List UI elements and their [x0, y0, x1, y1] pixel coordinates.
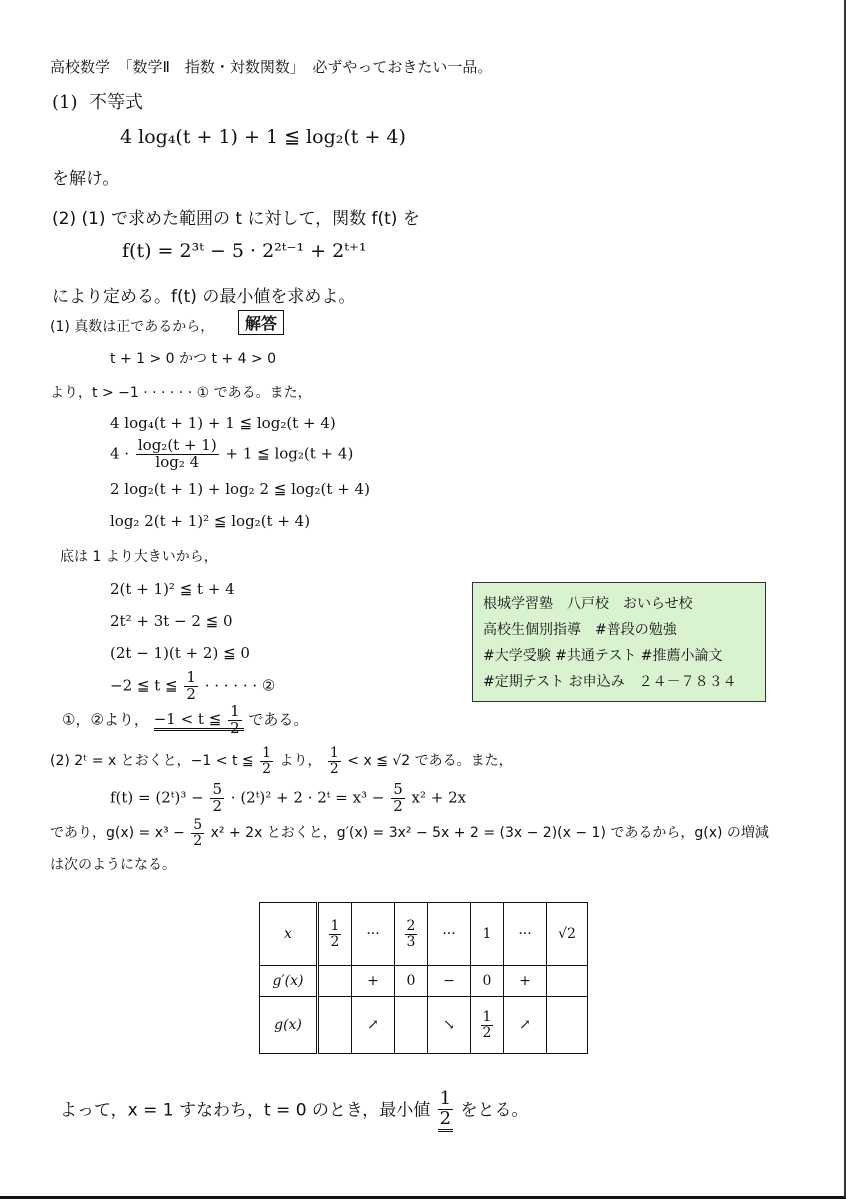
table-cell — [471, 997, 504, 1054]
table-cell: 0 — [395, 966, 428, 997]
table-row-g — [260, 997, 588, 1054]
table-cell: ↘ — [428, 997, 471, 1054]
solution-1-line3: 2 log₂(t + 1) + log₂ 2 ≦ log₂(t + 4) — [110, 480, 370, 498]
solution-1-line5: 2(t + 1)² ≦ t + 4 — [110, 580, 235, 598]
increase-decrease-table — [259, 902, 588, 1054]
table-cell — [318, 966, 352, 997]
final-answer: よって，x = 1 すなわち，t = 0 のとき，最小値 $\frac{1}{2}$ をとる。 — [60, 1090, 529, 1132]
table-cell — [318, 903, 352, 966]
table-cell: + — [352, 966, 395, 997]
table-cell: 0 — [471, 966, 504, 997]
solution-1-line4: log₂ 2(t + 1)² ≦ log₂(t + 4) — [110, 512, 311, 530]
solution-1-intro: (1) 真数は正であるから， — [50, 319, 215, 335]
solution-2-line4: は次のようになる。 — [50, 857, 176, 873]
problem-2-formula: f(t) = 2³ᵗ − 5 · 2²ᵗ⁻¹ + 2ᵗ⁺¹ — [122, 240, 367, 262]
ad-line-1: 根城学習塾 八戸校 おいらせ校 — [483, 596, 693, 612]
table-cell — [547, 966, 588, 997]
table-cell — [395, 903, 428, 966]
table-row-derivative — [260, 966, 588, 997]
ad-line-3: #大学受験 #共通テスト #推薦小論文 — [483, 648, 723, 664]
fraction: $\frac{1}{2}$ — [482, 1008, 492, 1041]
solution-1-line8: −2 ≦ t ≦ $\frac{1}{2}$ · · · · · · ② — [110, 668, 276, 703]
table-cell: g(x) — [260, 997, 318, 1054]
problem-1-end: を解け。 — [52, 169, 120, 189]
table-cell: ↗ — [352, 997, 395, 1054]
solution-1-line1: 4 log₄(t + 1) + 1 ≦ log₂(t + 4) — [110, 414, 336, 432]
table-cell: x — [260, 903, 318, 966]
table-row-x — [260, 903, 588, 966]
problem-2-end: により定める。f(t) の最小値を求めよ。 — [52, 287, 356, 307]
solution-2-line2: f(t) = (2ᵗ)³ − $\frac{5}{2}$ · (2ᵗ)² + 2 · 2ᵗ = x³ − $\frac{5}{2}$ x² + 2x — [110, 780, 467, 815]
table-cell: 1 — [471, 903, 504, 966]
problem-2-text: (2) (1) で求めた範囲の t に対して，関数 f(t) を — [52, 209, 420, 229]
problem-1-label: (1) 不等式 — [52, 92, 143, 113]
solution-2-line1: (2) 2ᵗ = x とおくと，−1 < t ≦ $\frac{1}{2}$ より， $\frac{1}{2}$ < x ≦ √2 である。また， — [50, 745, 513, 777]
table-cell — [395, 997, 428, 1054]
ad-line-2: 高校生個別指導 #普段の勉強 — [483, 622, 677, 638]
table-cell: ··· — [428, 903, 471, 966]
fraction: $\frac{2}{3}$ — [406, 917, 416, 950]
table-cell — [547, 997, 588, 1054]
table-cell: ··· — [504, 903, 547, 966]
solution-1-line6: 2t² + 3t − 2 ≦ 0 — [110, 612, 233, 630]
ad-line-4: #定期テスト お申込み ２４－７８３４ — [483, 674, 737, 690]
fraction: $\frac{1}{2}$ — [330, 917, 340, 950]
answer-label: 解答 — [238, 310, 284, 335]
solution-1-line2: 4 · $\frac{\text{log₂(t + 1)}}{\text{log₂ 4}}$ + 1 ≦ log₂(t + 4) — [110, 436, 354, 471]
solution-1-conclusion: ①，②より， −1 < t ≦ $\frac{1}{2}$ である。 — [62, 702, 309, 737]
final-value: $\frac{1}{2}$ — [438, 1090, 453, 1132]
table-cell: ··· — [352, 903, 395, 966]
solution-1-cond: t + 1 > 0 かつ t + 4 > 0 — [110, 351, 277, 367]
table-cell: ↗ — [504, 997, 547, 1054]
table-cell — [318, 997, 352, 1054]
ad-box — [472, 582, 766, 702]
solution-1-line7: (2t − 1)(t + 2) ≦ 0 — [110, 644, 250, 662]
answer-range: −1 < t ≦ $\frac{1}{2}$ — [154, 710, 244, 731]
table-cell: + — [504, 966, 547, 997]
log-fraction: $\frac{\text{log₂(t + 1)}}{\text{log₂ 4}}$ — [137, 436, 217, 471]
solution-1-yori: より，t > −1 · · · · · · ① である。また， — [50, 385, 312, 401]
solution-1-base: 底は 1 より大きいから， — [60, 549, 218, 565]
table-cell: √2 — [547, 903, 588, 966]
table-cell: − — [428, 966, 471, 997]
header-title: 高校数学 「数学Ⅱ 指数・対数関数」 必ずやっておきたい一品。 — [50, 58, 493, 76]
table-cell: g′(x) — [260, 966, 318, 997]
solution-2-line3: であり，g(x) = x³ − $\frac{5}{2}$ x² + 2x とおくと，g′(x) = 3x² − 5x + 2 = (3x − 2)(x − 1) であるから，g(x) の増減 — [50, 817, 769, 849]
problem-1-formula: 4 log₄(t + 1) + 1 ≦ log₂(t + 4) — [120, 126, 406, 148]
